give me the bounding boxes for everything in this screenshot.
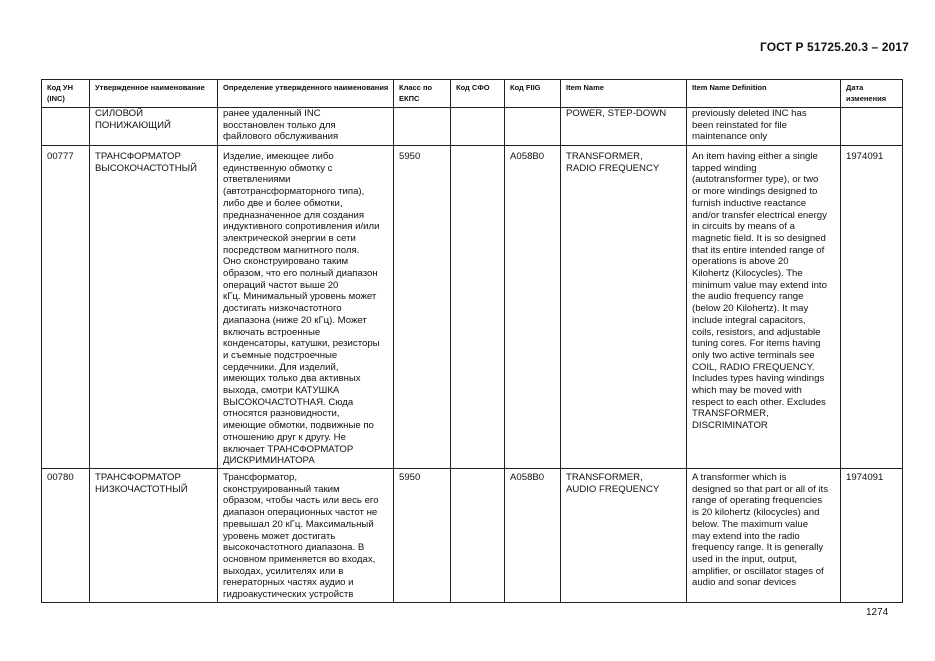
table-row xyxy=(42,468,903,602)
cell-definition-ru: Трансформатор, сконструированный таким образом, чтобы часть или весь его диапазон операционных частот не превышал 20 кГц. Максимальный уровень может достигать высокочастотного диапазона. В основном применяется во входах, выходах, усилителях или в генераторных частях аудио и гидроакустических устройств xyxy=(218,468,394,602)
cell-change-date: 1974091 xyxy=(841,146,903,469)
cell-item-name: TRANSFORMER, AUDIO FREQUENCY xyxy=(561,468,687,602)
cell-class xyxy=(394,108,451,146)
column-header-item-name-definition: Item Name Definition xyxy=(687,80,841,108)
cell-definition-ru: Изделие, имеющее либо единственную обмотку с ответвлениями (автотрансформаторного типа), либо две и более обмотки, предназначенное для создания индуктивного сопротивления и/или электрической энергии в сети посредством магнитного поля. Оно сконструировано таким образом, что его полный диапазон операций частот выше 20 кГц. Минимальный уровень может достигать низкочастотного диапазона (ниже 20 кГц). Может включать встроенные конденсаторы, катушки, резисторы и съемные подстроечные сердечники. Для изделий, имеющих только два активных выхода, смотри КАТУШКА ВЫСОКОЧАСТОТНАЯ. Сюда относятся разновидности, имеющие обмотки, подвижные по отношению друг к другу. Не включает ТРАНСФОРМАТОР ДИСКРИМИНАТОРА xyxy=(218,146,394,469)
page-number: 1274 xyxy=(866,607,889,618)
column-header-sfo: Код СФО xyxy=(451,80,505,108)
cell-approved-name: ТРАНСФОРМАТОР ВЫСОКОЧАСТОТНЫЙ xyxy=(90,146,218,469)
cell-item-name: TRANSFORMER, RADIO FREQUENCY xyxy=(561,146,687,469)
cell-approved-name: СИЛОВОЙ ПОНИЖАЮЩИЙ xyxy=(90,108,218,146)
cell-definition-en: previously deleted INC has been reinstated for file maintenance only xyxy=(687,108,841,146)
cell-definition-en: A transformer which is designed so that part or all of its range of operating frequencies is 20 kilohertz (kilocycles) and below. The maximum value may extend into the radio frequency range. It is generally used in the input, output, amplifier, or oscillator stages of audio and sonar devices xyxy=(687,468,841,602)
cell-definition-ru: ранее удаленный INC восстановлен только для файлового обслуживания xyxy=(218,108,394,146)
cell-approved-name: ТРАНСФОРМАТОР НИЗКОЧАСТОТНЫЙ xyxy=(90,468,218,602)
table-row xyxy=(42,146,903,469)
table-header-row xyxy=(42,80,903,108)
cell-fiig: A058B0 xyxy=(505,468,561,602)
inc-table xyxy=(41,79,903,603)
cell-sfo xyxy=(451,146,505,469)
cell-fiig: A058B0 xyxy=(505,146,561,469)
cell-definition-en: An item having either a single tapped winding (autotransformer type), or two or more windings designed to furnish inductive reactance and/or transfer electrical energy in circuits by means of a magnetic field. It is so designed that its entire intended range of operations is above 20 Kilohertz (Kilocycles). The minimum value may extend into the audio frequency range (below 20 Kilohertz). It may include integral capacitors, coils, resistors, and adjustable tuning cores. For items having only two active terminals see COIL, RADIO FREQUENCY. Includes types having windings which may be moved with respect to each other. Excludes TRANSFORMER, DISCRIMINATOR xyxy=(687,146,841,469)
cell-class: 5950 xyxy=(394,468,451,602)
document-standard-header: ГОСТ Р 51725.20.3 – 2017 xyxy=(760,40,909,54)
cell-sfo xyxy=(451,468,505,602)
column-header-approved-name: Утвержденное наименование xyxy=(90,80,218,108)
cell-inc xyxy=(42,108,90,146)
column-header-item-name: Item Name xyxy=(561,80,687,108)
cell-inc: 00780 xyxy=(42,468,90,602)
cell-fiig xyxy=(505,108,561,146)
cell-inc: 00777 xyxy=(42,146,90,469)
column-header-inc: Код УН (INC) xyxy=(42,80,90,108)
column-header-change-date: Дата изменения xyxy=(841,80,903,108)
cell-sfo xyxy=(451,108,505,146)
cell-change-date: 1974091 xyxy=(841,468,903,602)
column-header-class: Класс по ЕКПС xyxy=(394,80,451,108)
table-row xyxy=(42,108,903,146)
column-header-fiig: Код FIIG xyxy=(505,80,561,108)
cell-item-name: POWER, STEP-DOWN xyxy=(561,108,687,146)
cell-change-date xyxy=(841,108,903,146)
cell-class: 5950 xyxy=(394,146,451,469)
column-header-definition-ru: Определение утвержденного наименования xyxy=(218,80,394,108)
